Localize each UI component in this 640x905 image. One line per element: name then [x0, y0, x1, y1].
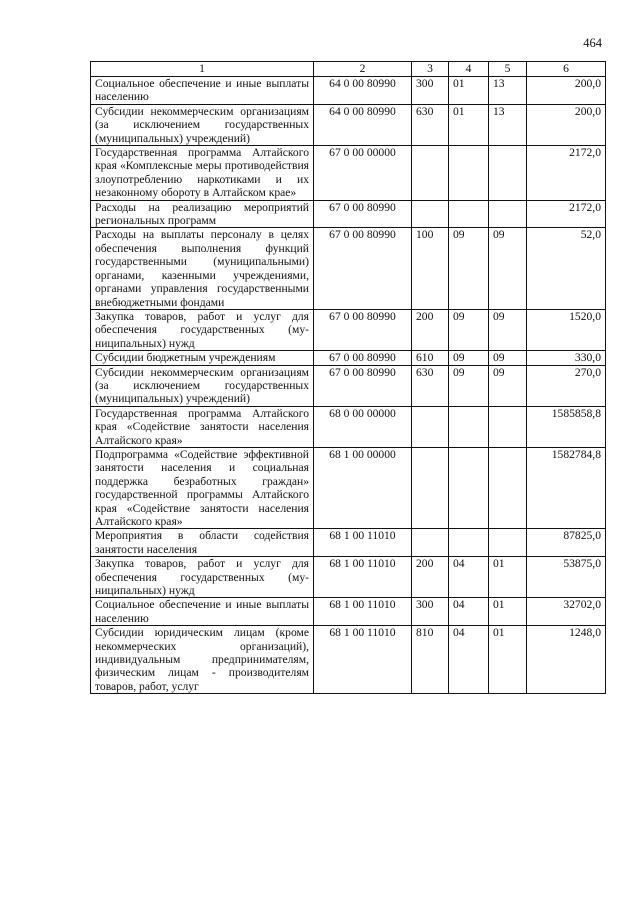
- amount: 200,0: [527, 104, 606, 145]
- section-code: 09: [449, 351, 489, 365]
- subsection-code: 09: [489, 228, 527, 309]
- row-name: Субсидии юридическим лицам (кроме некоммерческих организаций), индивидуальным предпринимателям, физическим лицам - производителям товаров, работ, услуг: [91, 626, 314, 694]
- table-row: [91, 557, 606, 598]
- section-code: 01: [449, 104, 489, 145]
- subsection-code: 01: [489, 557, 527, 598]
- table-row: [91, 77, 606, 105]
- section-code: [449, 146, 489, 201]
- table-row: [91, 529, 606, 557]
- table-row: [91, 447, 606, 528]
- target-code: 67 0 00 80990: [314, 365, 412, 406]
- amount: 2172,0: [527, 200, 606, 228]
- expense-type: 300: [412, 598, 449, 626]
- table-row: [91, 365, 606, 406]
- section-code: 09: [449, 365, 489, 406]
- target-code: 67 0 00 80990: [314, 351, 412, 365]
- amount: 1520,0: [527, 309, 606, 350]
- subsection-code: [489, 529, 527, 557]
- amount: 330,0: [527, 351, 606, 365]
- expense-type: 300: [412, 77, 449, 105]
- row-name: Субсидии некоммерческим организациям (за исключением государственных (муниципальных) учреждений): [91, 365, 314, 406]
- section-code: [449, 406, 489, 447]
- expense-type: 100: [412, 228, 449, 309]
- expense-type: [412, 447, 449, 528]
- table-body: [91, 77, 606, 694]
- subsection-code: 09: [489, 309, 527, 350]
- expense-type: 610: [412, 351, 449, 365]
- amount: 1585858,8: [527, 406, 606, 447]
- section-code: [449, 529, 489, 557]
- section-code: 04: [449, 557, 489, 598]
- target-code: 68 1 00 11010: [314, 529, 412, 557]
- row-name: Социальное обеспечение и иные выплаты населению: [91, 598, 314, 626]
- expense-type: 630: [412, 365, 449, 406]
- expense-type: [412, 146, 449, 201]
- section-code: 09: [449, 228, 489, 309]
- subsection-code: 01: [489, 598, 527, 626]
- row-name: Субсидии бюджетным учреждениям: [91, 351, 314, 365]
- subsection-code: 09: [489, 365, 527, 406]
- section-code: 01: [449, 77, 489, 105]
- table-row: [91, 598, 606, 626]
- amount: 270,0: [527, 365, 606, 406]
- expense-type: [412, 529, 449, 557]
- column-header: 6: [527, 62, 606, 77]
- expense-type: [412, 200, 449, 228]
- table-row: [91, 351, 606, 365]
- table-row: [91, 104, 606, 145]
- subsection-code: [489, 406, 527, 447]
- row-name: Подпрограмма «Содействие эффективной занятости населения и социальная поддержка безработных граждан» государственной программы Алтайского края «Содействие занятости населения Алтайского края»: [91, 447, 314, 528]
- column-header: 2: [314, 62, 412, 77]
- row-name: Субсидии некоммерческим организациям (за исключением государственных (муниципальных) учреждений): [91, 104, 314, 145]
- expense-type: [412, 406, 449, 447]
- subsection-code: 09: [489, 351, 527, 365]
- section-code: [449, 200, 489, 228]
- table-row: [91, 626, 606, 694]
- row-name: Закупка товаров, работ и услуг для обеспечения государственных (муниципальных) нужд: [91, 557, 314, 598]
- section-code: 09: [449, 309, 489, 350]
- subsection-code: [489, 447, 527, 528]
- table-row: [91, 228, 606, 309]
- row-name: Мероприятия в области содействия занятости населения: [91, 529, 314, 557]
- row-name: Расходы на реализацию мероприятий региональных программ: [91, 200, 314, 228]
- page-number: 464: [583, 36, 602, 50]
- target-code: 67 0 00 80990: [314, 309, 412, 350]
- expense-type: 200: [412, 309, 449, 350]
- subsection-code: 13: [489, 77, 527, 105]
- target-code: 67 0 00 80990: [314, 228, 412, 309]
- column-header: 3: [412, 62, 449, 77]
- expense-type: 200: [412, 557, 449, 598]
- target-code: 67 0 00 80990: [314, 200, 412, 228]
- row-name: Государственная программа Алтайского края «Содействие занятости населения Алтайского края»: [91, 406, 314, 447]
- section-code: 04: [449, 626, 489, 694]
- table-row: [91, 200, 606, 228]
- amount: 52,0: [527, 228, 606, 309]
- subsection-code: 13: [489, 104, 527, 145]
- target-code: 67 0 00 00000: [314, 146, 412, 201]
- column-header: 5: [489, 62, 527, 77]
- row-name: Социальное обеспечение и иные выплаты населению: [91, 77, 314, 105]
- table-row: [91, 309, 606, 350]
- column-header: 4: [449, 62, 489, 77]
- expense-type: 810: [412, 626, 449, 694]
- budget-table: [90, 61, 606, 694]
- section-code: 04: [449, 598, 489, 626]
- target-code: 68 1 00 11010: [314, 598, 412, 626]
- amount: 200,0: [527, 77, 606, 105]
- target-code: 68 1 00 00000: [314, 447, 412, 528]
- column-header: 1: [91, 62, 314, 77]
- subsection-code: [489, 146, 527, 201]
- amount: 32702,0: [527, 598, 606, 626]
- amount: 53875,0: [527, 557, 606, 598]
- target-code: 64 0 00 80990: [314, 77, 412, 105]
- row-name: Государственная программа Алтайского края «Комплексные меры противодействия злоупотреблению наркотиками и их незаконному обороту в Алтайском крае»: [91, 146, 314, 201]
- amount: 2172,0: [527, 146, 606, 201]
- row-name: Расходы на выплаты персоналу в целях обеспечения выполнения функций государственными (муниципальными) органами, казенными учреждениями, органами управления государственными внебюджетными фондами: [91, 228, 314, 309]
- amount: 87825,0: [527, 529, 606, 557]
- target-code: 68 1 00 11010: [314, 626, 412, 694]
- table-row: [91, 146, 606, 201]
- target-code: 68 0 00 00000: [314, 406, 412, 447]
- expense-type: 630: [412, 104, 449, 145]
- target-code: 68 1 00 11010: [314, 557, 412, 598]
- section-code: [449, 447, 489, 528]
- column-number-row: [91, 62, 606, 77]
- subsection-code: 01: [489, 626, 527, 694]
- amount: 1248,0: [527, 626, 606, 694]
- amount: 1582784,8: [527, 447, 606, 528]
- table-row: [91, 406, 606, 447]
- subsection-code: [489, 200, 527, 228]
- target-code: 64 0 00 80990: [314, 104, 412, 145]
- row-name: Закупка товаров, работ и услуг для обеспечения государственных (муниципальных) нужд: [91, 309, 314, 350]
